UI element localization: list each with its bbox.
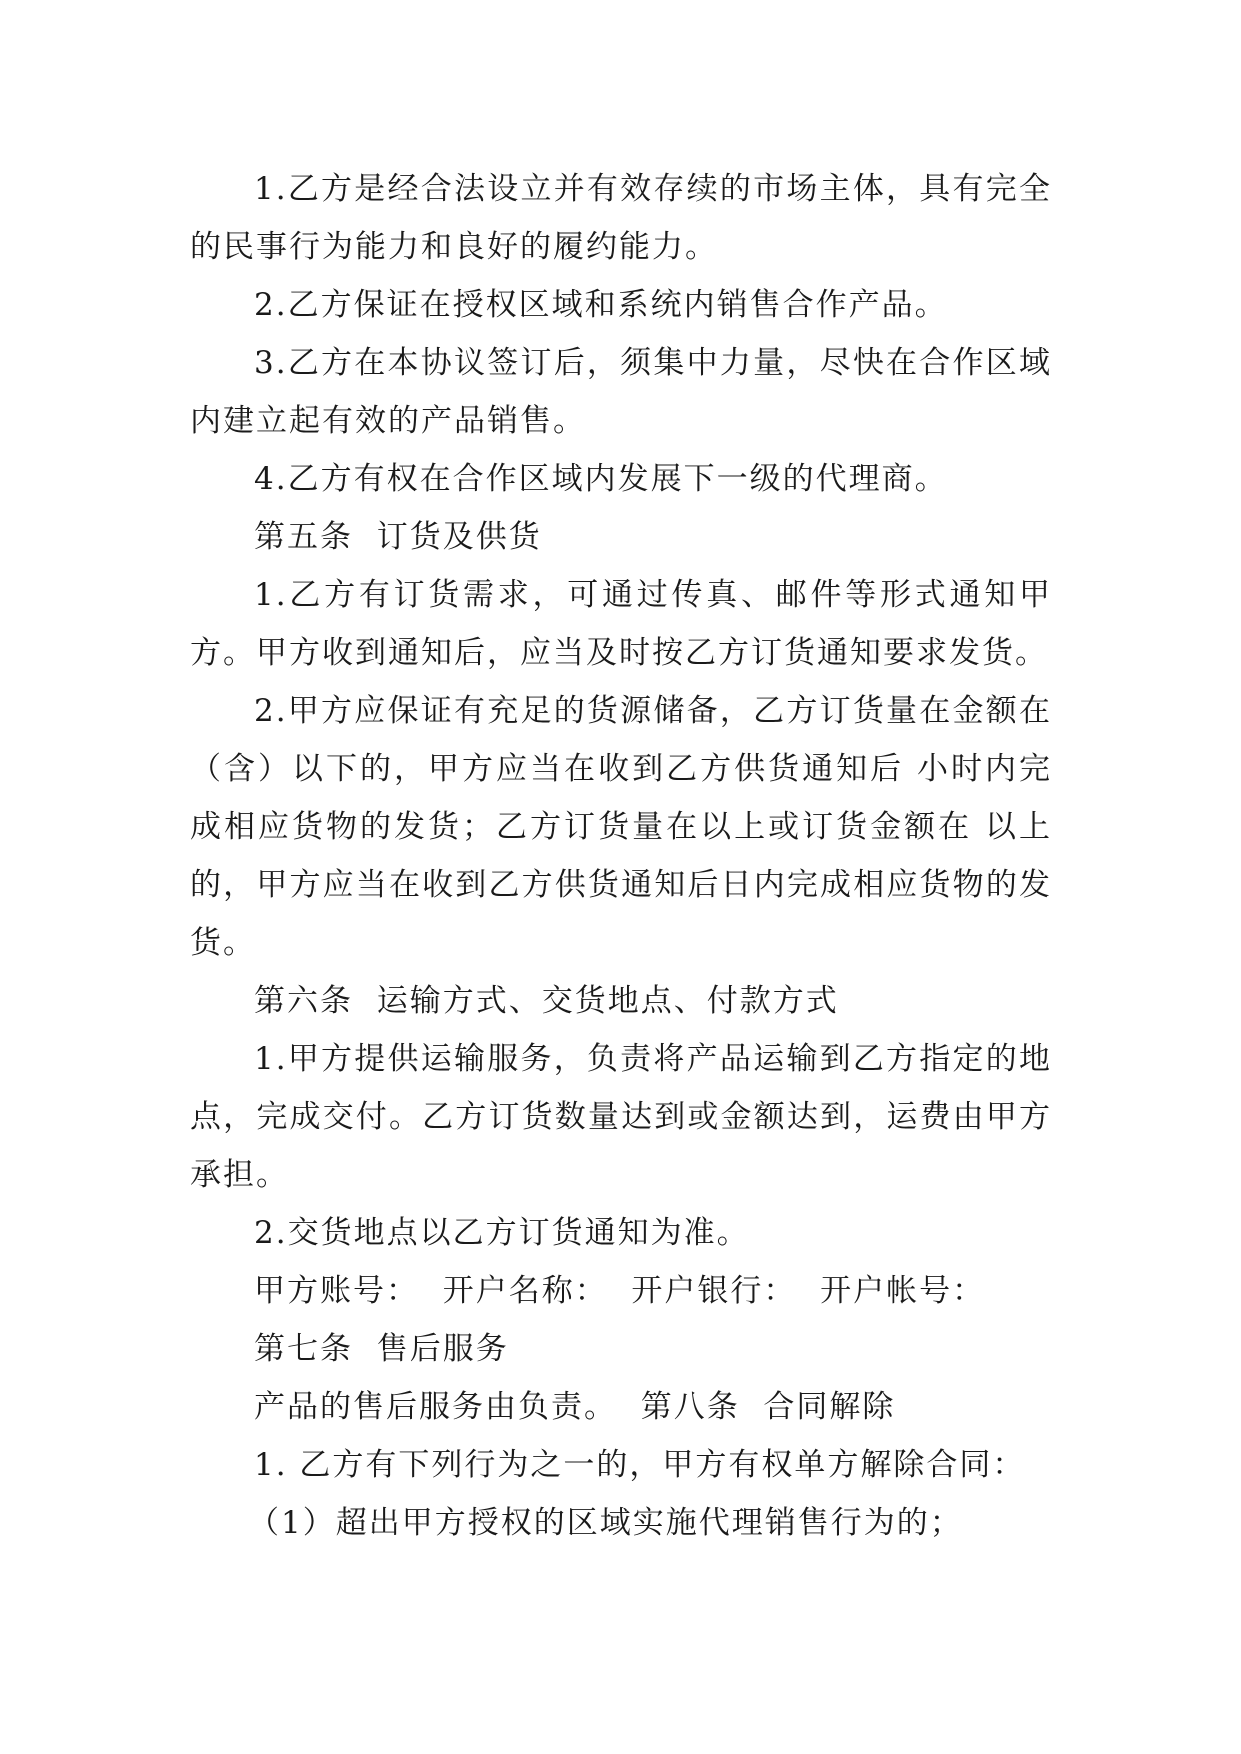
- account-info-line: 甲方账号： 开户名称： 开户银行： 开户帐号：: [254, 1273, 986, 1309]
- article-heading: 第七条 售后服务: [254, 1331, 509, 1367]
- clause-paragraph: 1.乙方是经合法设立并有效存续的市场主体，具有完全的民事行为能力和良好的履约能力。: [190, 171, 1052, 265]
- clause-paragraph: 1. 乙方有下列行为之一的，甲方有权单方解除合同：: [254, 1447, 1026, 1483]
- clause-paragraph: 1.甲方提供运输服务，负责将产品运输到乙方指定的地点，完成交付。乙方订货数量达到或金额达到，运费由甲方承担。: [190, 1041, 1052, 1193]
- clause-paragraph: 产品的售后服务由负责。 第八条 合同解除: [254, 1389, 896, 1425]
- clause-paragraph: 4.乙方有权在合作区域内发展下一级的代理商。: [254, 461, 948, 497]
- clause-paragraph: 2.乙方保证在授权区域和系统内销售合作产品。: [254, 287, 948, 323]
- clause-paragraph: 1.乙方有订货需求，可通过传真、邮件等形式通知甲方。甲方收到通知后，应当及时按乙方订货通知要求发货。: [190, 577, 1052, 671]
- article-heading: 第六条 运输方式、交货地点、付款方式: [254, 983, 839, 1019]
- document-body: [190, 160, 1052, 1552]
- article-heading: 第五条 订货及供货: [254, 519, 542, 555]
- clause-paragraph: 2.交货地点以乙方订货通知为准。: [254, 1215, 750, 1251]
- clause-paragraph: 3.乙方在本协议签订后，须集中力量，尽快在合作区域内建立起有效的产品销售。: [190, 345, 1052, 439]
- clause-subitem: （1）超出甲方授权的区域实施代理销售行为的；: [248, 1505, 963, 1541]
- clause-paragraph: 2.甲方应保证有充足的货源储备，乙方订货量在金额在（含）以下的，甲方应当在收到乙方供货通知后 小时内完成相应货物的发货；乙方订货量在以上或订货金额在 以上的，甲方应当在收到乙方供货通知后日内完成相应货物的发货。: [190, 693, 1052, 961]
